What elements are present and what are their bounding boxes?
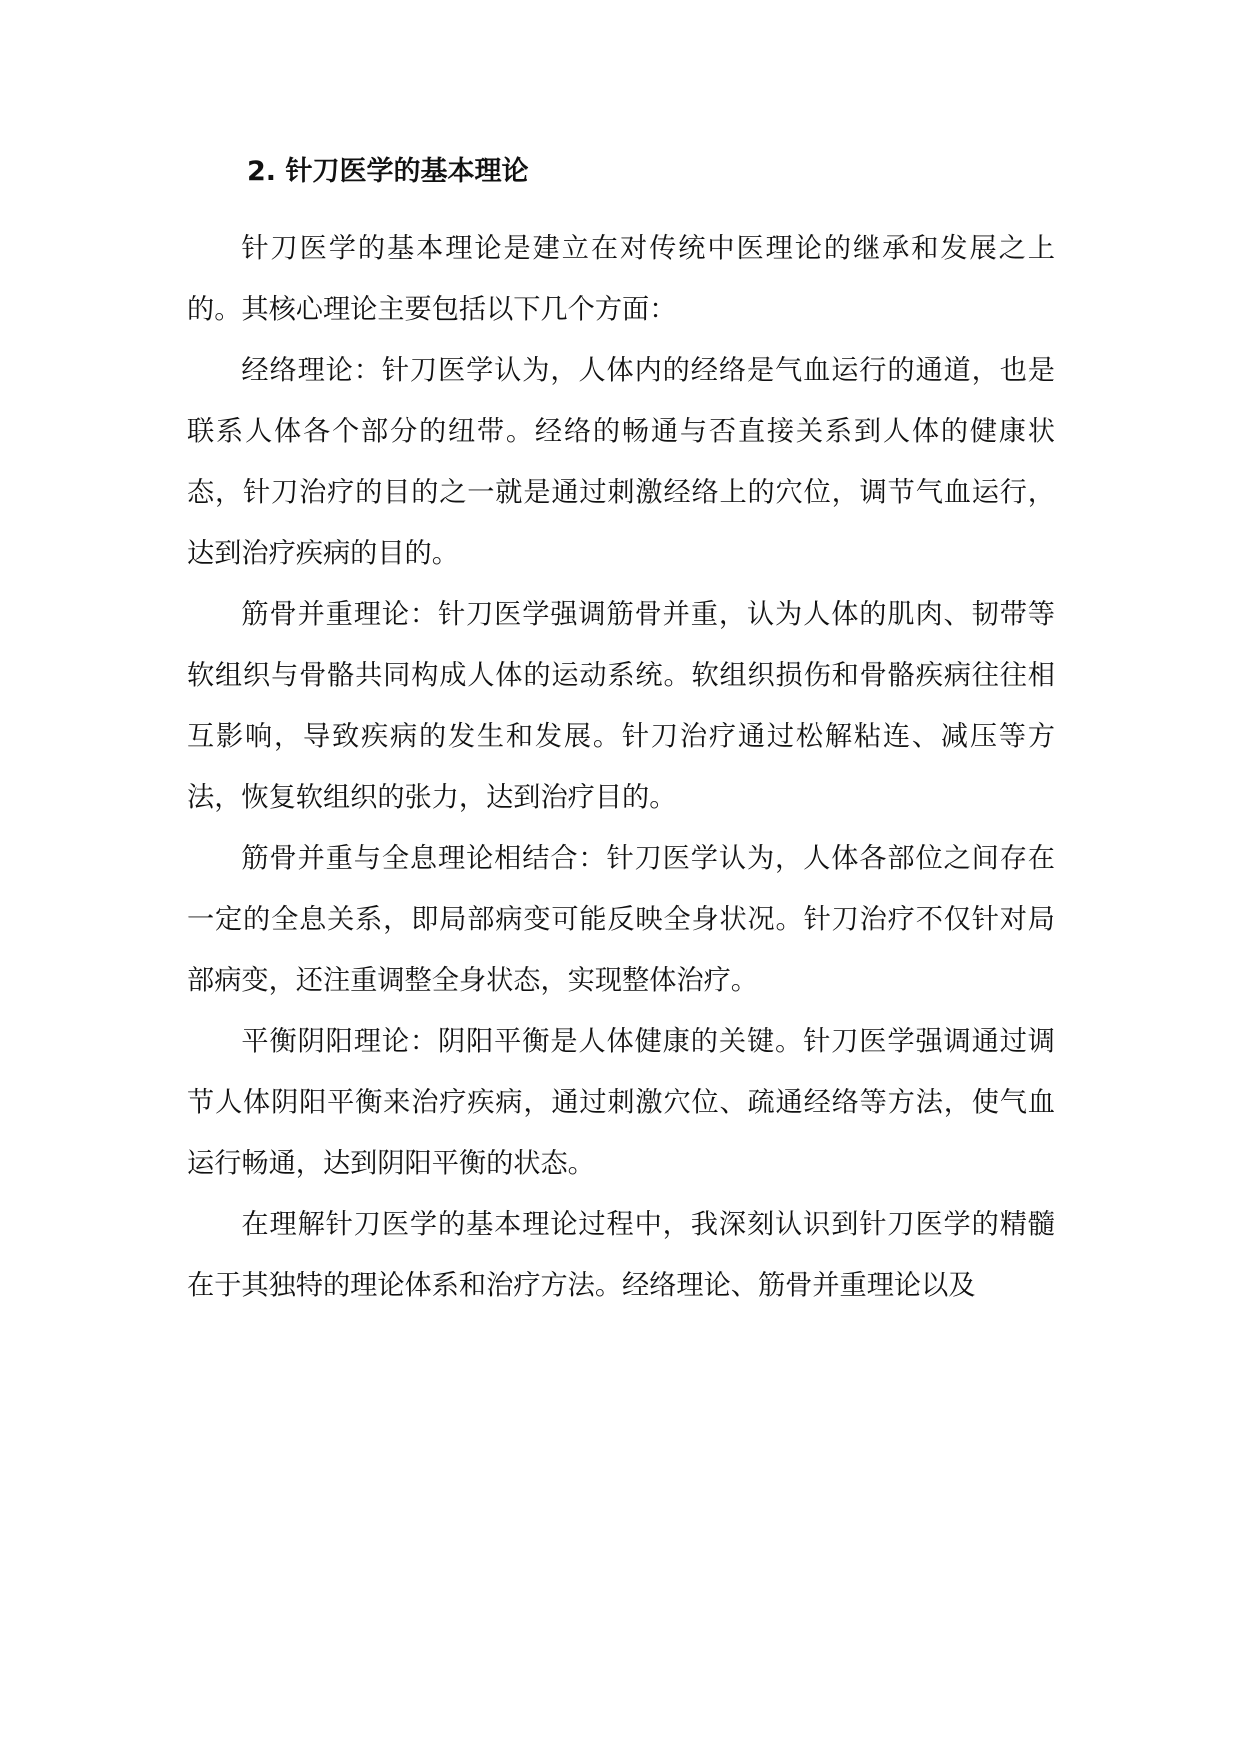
paragraph-holographic-theory: 筋骨并重与全息理论相结合：针刀医学认为，人体各部位之间存在一定的全息关系，即局部病变可能反映全身状况。针刀治疗不仅针对局部病变，还注重调整全身状态，实现整体治疗。 bbox=[187, 843, 1055, 996]
paragraph-meridian-theory: 经络理论：针刀医学认为，人体内的经络是气血运行的通道，也是联系人体各个部分的纽带。经络的畅通与否直接关系到人体的健康状态，针刀治疗的目的之一就是通过刺激经络上的穴位，调节气血运行，达到治疗疾病的目的。 bbox=[187, 355, 1055, 569]
paragraph-tendon-bone-theory: 筋骨并重理论：针刀医学强调筋骨并重，认为人体的肌肉、韧带等软组织与骨骼共同构成人体的运动系统。软组织损伤和骨骼疾病往往相互影响，导致疾病的发生和发展。针刀治疗通过松解粘连、减压等方法，恢复软组织的张力，达到治疗目的。 bbox=[187, 599, 1055, 813]
paragraph-intro: 针刀医学的基本理论是建立在对传统中医理论的继承和发展之上的。其核心理论主要包括以下几个方面： bbox=[187, 233, 1055, 325]
section-heading: 2. 针刀医学的基本理论 bbox=[247, 156, 529, 187]
paragraph-yin-yang-theory: 平衡阴阳理论：阴阳平衡是人体健康的关键。针刀医学强调通过调节人体阴阳平衡来治疗疾病，通过刺激穴位、疏通经络等方法，使气血运行畅通，达到阴阳平衡的状态。 bbox=[187, 1026, 1055, 1179]
paragraph-reflection: 在理解针刀医学的基本理论过程中，我深刻认识到针刀医学的精髓在于其独特的理论体系和治疗方法。经络理论、筋骨并重理论以及 bbox=[187, 1209, 1055, 1301]
body-text bbox=[187, 218, 1055, 1316]
